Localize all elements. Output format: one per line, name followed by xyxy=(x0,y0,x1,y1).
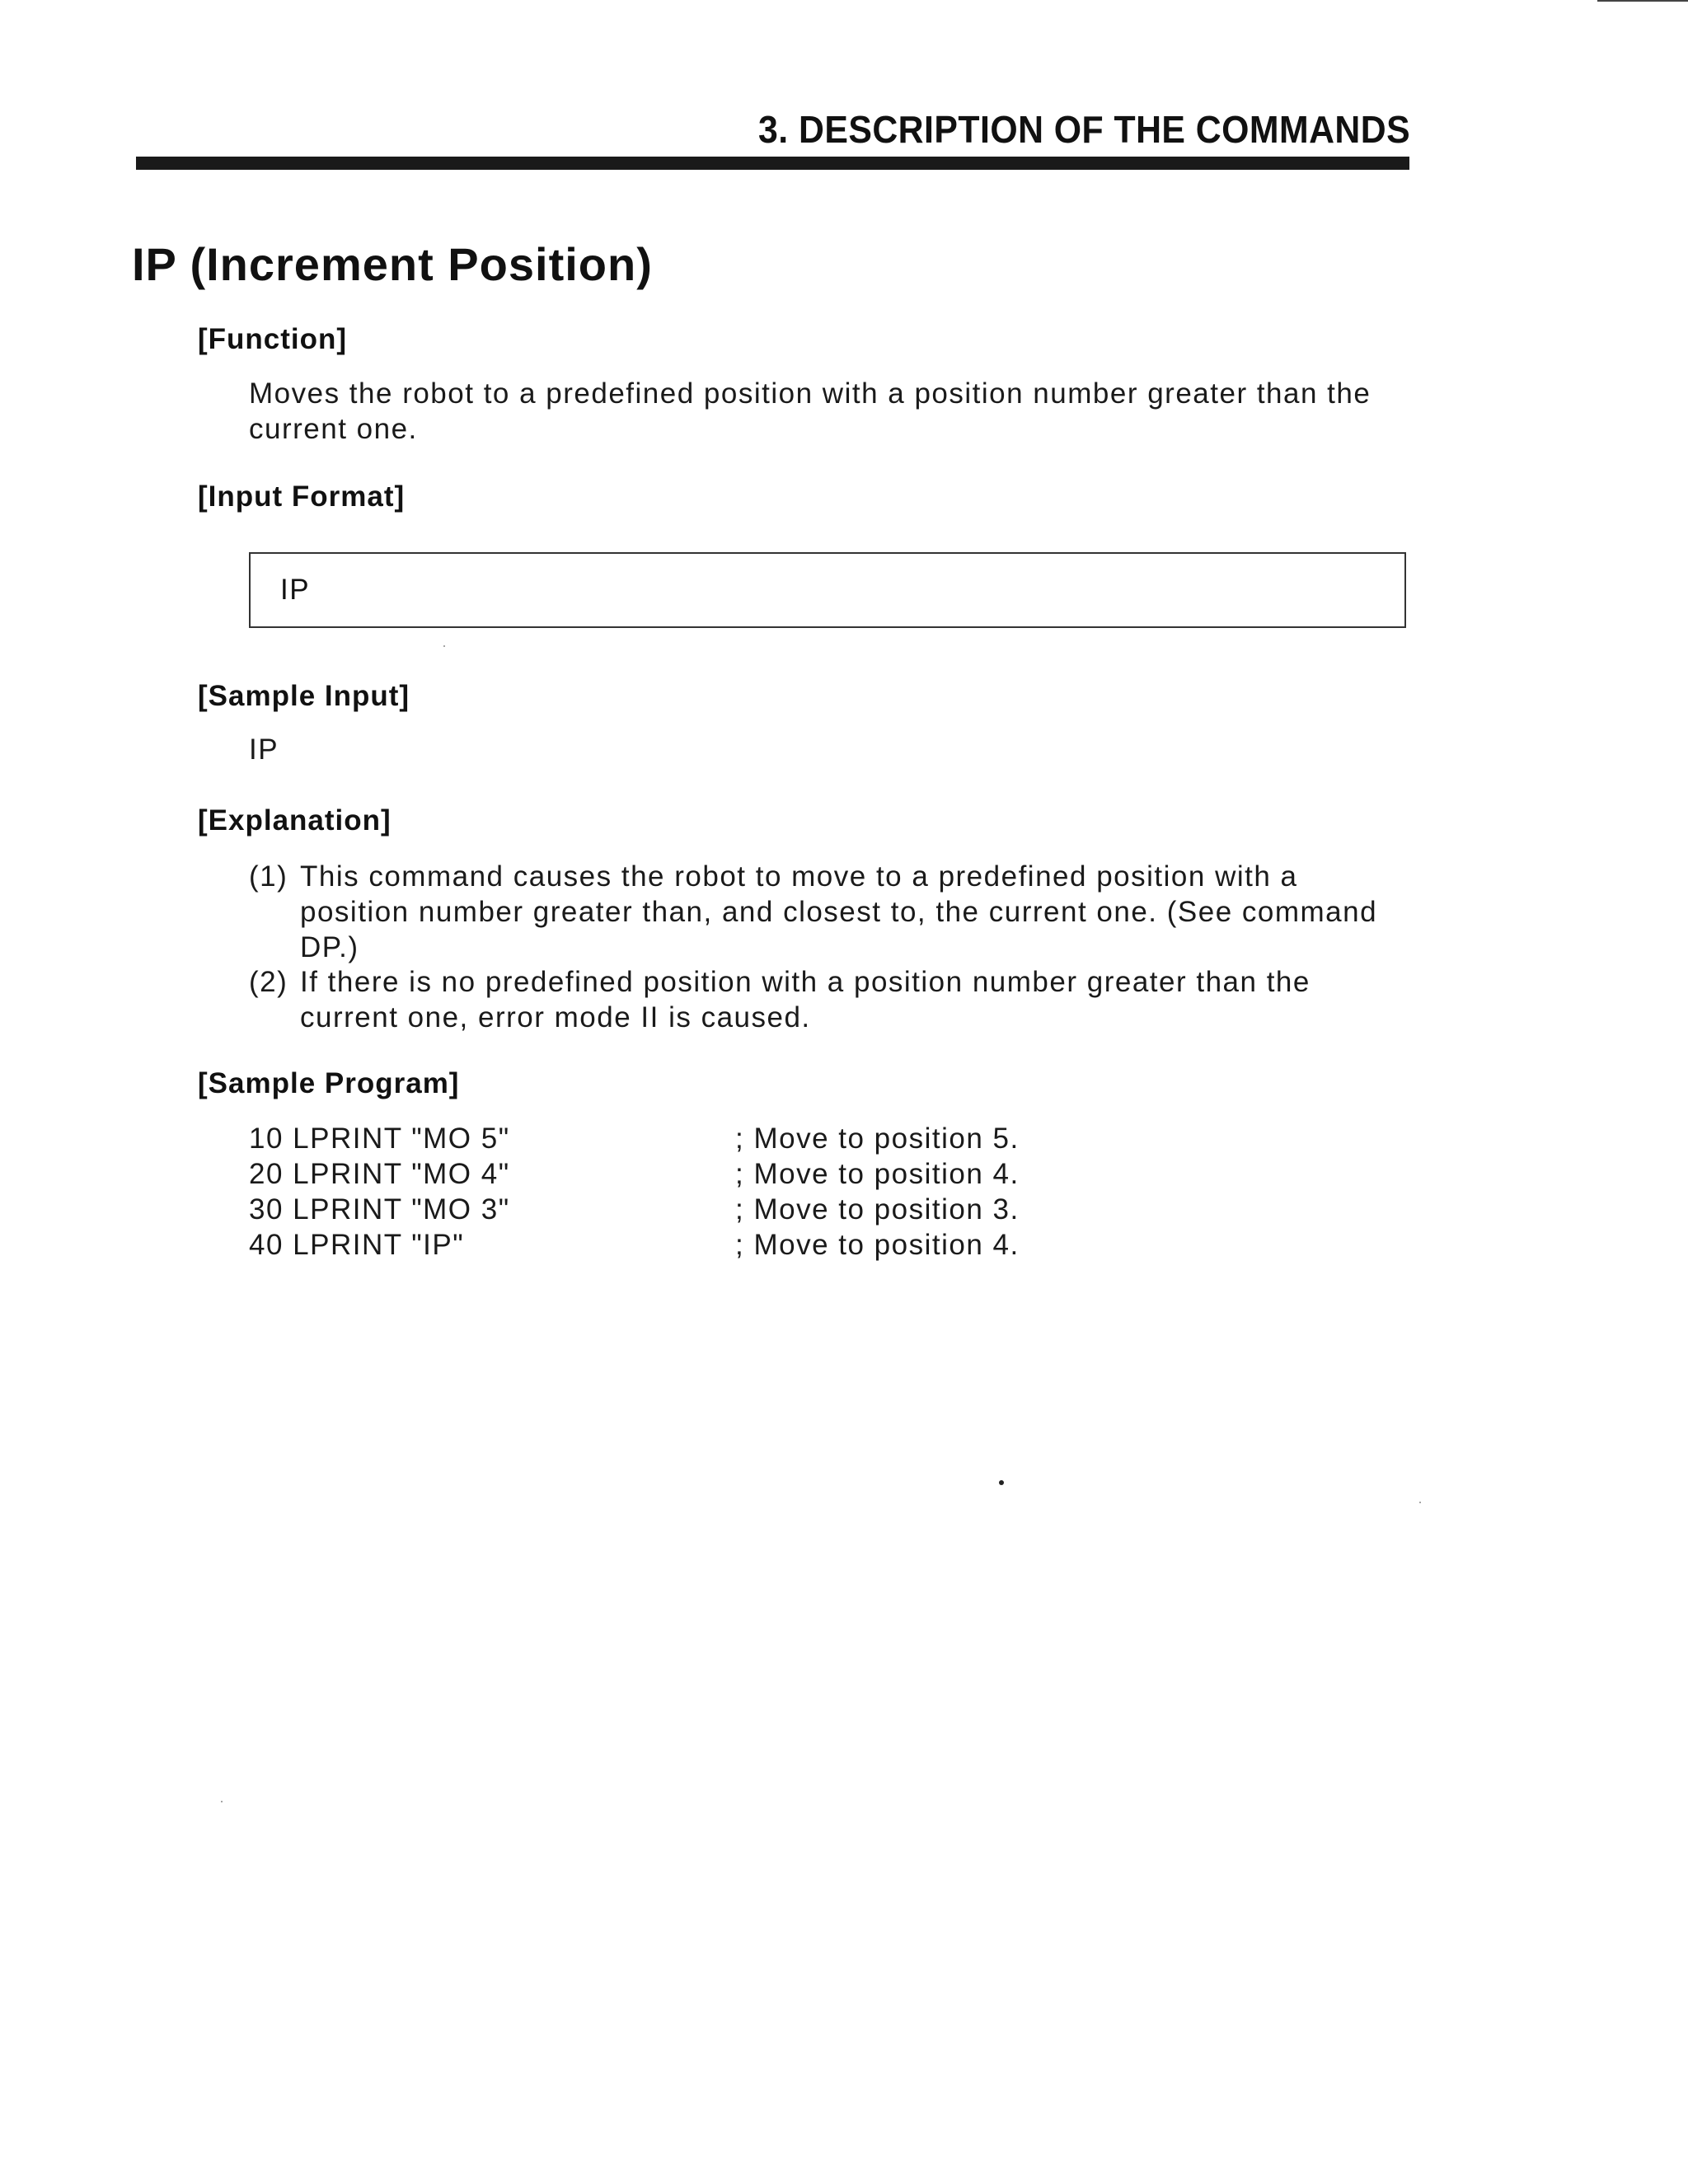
input-format-box xyxy=(249,552,1406,628)
scan-speck xyxy=(999,1480,1004,1485)
scan-edge-line xyxy=(1597,0,1688,2)
program-code: 10 LPRINT "MO 5" xyxy=(249,1122,510,1155)
sample-input-heading: [Sample Input] xyxy=(198,680,410,712)
chapter-header: 3. DESCRIPTION OF THE COMMANDS xyxy=(758,108,1411,151)
explanation-item xyxy=(249,859,1411,963)
sample-program-heading: [Sample Program] xyxy=(198,1067,460,1099)
command-title: IP (Increment Position) xyxy=(132,238,653,290)
program-comment: ; Move to position 4. xyxy=(735,1229,1020,1261)
input-format-heading: [Input Format] xyxy=(198,480,406,513)
input-format-text: IP xyxy=(280,574,311,606)
function-heading: [Function] xyxy=(198,323,348,355)
explanation-item-text: If there is no predefined position with a position number greater than the current one, error mode II is caused. xyxy=(300,966,1311,1033)
explanation-item-number: (2) xyxy=(249,966,288,998)
program-comment: ; Move to position 3. xyxy=(735,1193,1020,1226)
program-comment: ; Move to position 5. xyxy=(735,1122,1020,1155)
scan-speck xyxy=(443,645,445,647)
program-code: 30 LPRINT "MO 3" xyxy=(249,1193,510,1226)
scan-speck xyxy=(221,1801,223,1802)
explanation-heading: [Explanation] xyxy=(198,804,392,837)
sample-input-text: IP xyxy=(249,733,279,766)
program-code: 40 LPRINT "IP" xyxy=(249,1229,465,1261)
program-comment: ; Move to position 4. xyxy=(735,1158,1020,1190)
explanation-item xyxy=(249,964,1411,1038)
header-rule xyxy=(136,157,1409,170)
explanation-item-text: This command causes the robot to move to a predefined position with a position number greater than, and closest to, the current one. (See command DP.) xyxy=(300,860,1378,963)
function-text: Moves the robot to a predefined position with a position number greater than the current one. xyxy=(249,377,1372,445)
scan-speck xyxy=(1419,1502,1421,1503)
explanation-item-number: (1) xyxy=(249,860,288,893)
program-code: 20 LPRINT "MO 4" xyxy=(249,1158,510,1190)
